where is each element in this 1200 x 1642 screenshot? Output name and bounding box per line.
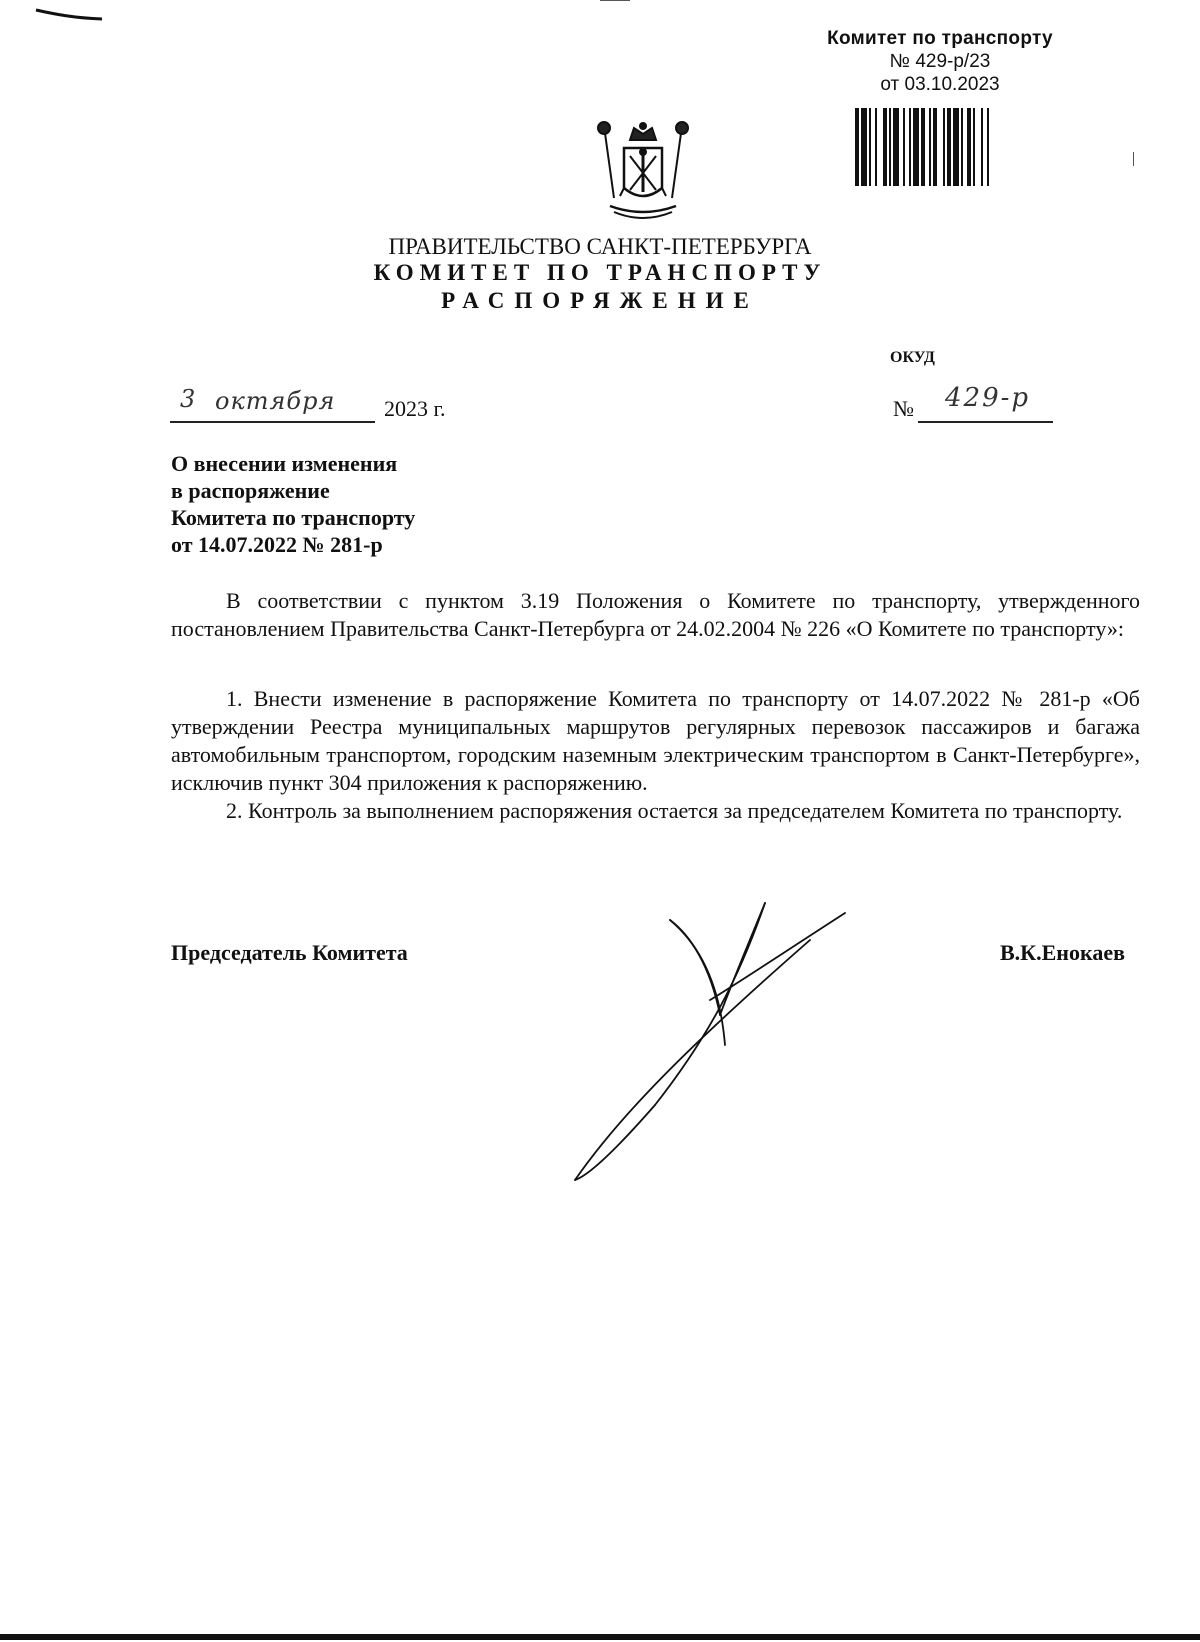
barcode-bar — [903, 108, 905, 186]
number-handwritten: 429-р — [945, 383, 1031, 413]
document-subject — [171, 450, 415, 558]
barcode-bar — [921, 108, 925, 186]
barcode-bar — [889, 108, 891, 186]
barcode-bar — [967, 108, 971, 186]
barcode-bar — [947, 108, 951, 186]
subject-line: О внесении изменения — [171, 451, 398, 476]
header-committee: КОМИТЕТ ПО ТРАНСПОРТУ — [373, 260, 827, 285]
number-label: № — [893, 396, 914, 421]
okud-label: ОКУД — [890, 349, 935, 366]
barcode-bar — [987, 108, 989, 186]
date-underline — [170, 421, 375, 423]
subject-line: Комитета по транспорту — [171, 505, 416, 530]
registration-stamp — [800, 28, 1080, 96]
item-2-paragraph: 2. Контроль за выполнением распоряжения остается за председателем Комитета по транспорту. — [226, 798, 1123, 823]
barcode-bar — [875, 108, 877, 186]
barcode-bar — [855, 108, 859, 186]
header-doc-type: РАСПОРЯЖЕНИЕ — [441, 288, 759, 313]
preamble-paragraph: В соответствии с пунктом 3.19 Положения о Комитете по транспорту, утвержденного постановлением Правительства Санкт-Петербурга от 24.02.2004 № 226 «О Комитете по транспорту»: — [171, 588, 1140, 641]
scan-artifact-line — [600, 0, 630, 1]
coat-of-arms-icon — [590, 118, 696, 226]
barcode-bar — [933, 108, 937, 186]
header-government: ПРАВИТЕЛЬСТВО САНКТ-ПЕТЕРБУРГА — [388, 234, 812, 259]
barcode-bar — [869, 108, 871, 186]
date-month-handwritten: октября — [215, 387, 336, 415]
barcode-bar — [973, 108, 975, 186]
signatory-name: В.К.Енокаев — [1000, 940, 1125, 965]
subject-line: в распоряжение — [171, 478, 330, 503]
barcode-bar — [861, 108, 867, 186]
scan-bottom-edge — [0, 1634, 1200, 1640]
barcode-bar — [929, 108, 931, 186]
barcode-bar — [961, 108, 963, 186]
signatory-title: Председатель Комитета — [171, 940, 408, 965]
barcode-bar — [883, 108, 887, 186]
barcode-bar — [953, 108, 959, 186]
barcode-bar — [981, 108, 983, 186]
subject-line: от 14.07.2022 № 281-р — [171, 532, 383, 557]
date-year: 2023 г. — [384, 396, 446, 421]
barcode-bar — [913, 108, 919, 186]
number-underline — [918, 421, 1053, 423]
stamp-number: № 429-р/23 — [889, 51, 991, 72]
barcode-bar — [893, 108, 899, 186]
scan-artifact-mark — [34, 8, 104, 22]
scan-artifact-tick — [1133, 152, 1134, 166]
stamp-date: от 03.10.2023 — [880, 74, 1000, 95]
barcode-bar — [943, 108, 945, 186]
date-day-handwritten: 3 — [180, 385, 196, 413]
barcode-bar — [909, 108, 911, 186]
barcode — [855, 108, 1051, 186]
handwritten-signature — [560, 895, 860, 1195]
item-1-paragraph: 1. Внести изменение в распоряжение Комитета по транспорту от 14.07.2022 № 281-р «Об утверждении Реестра муниципальных маршрутов регулярных перевозок пассажиров и багажа автомобильным транспортом, городским наземным электрическим транспортом в Санкт-Петербурге», исключив пункт 304 приложения к распоряжению. — [171, 686, 1140, 795]
stamp-committee: Комитет по транспорту — [827, 28, 1053, 49]
